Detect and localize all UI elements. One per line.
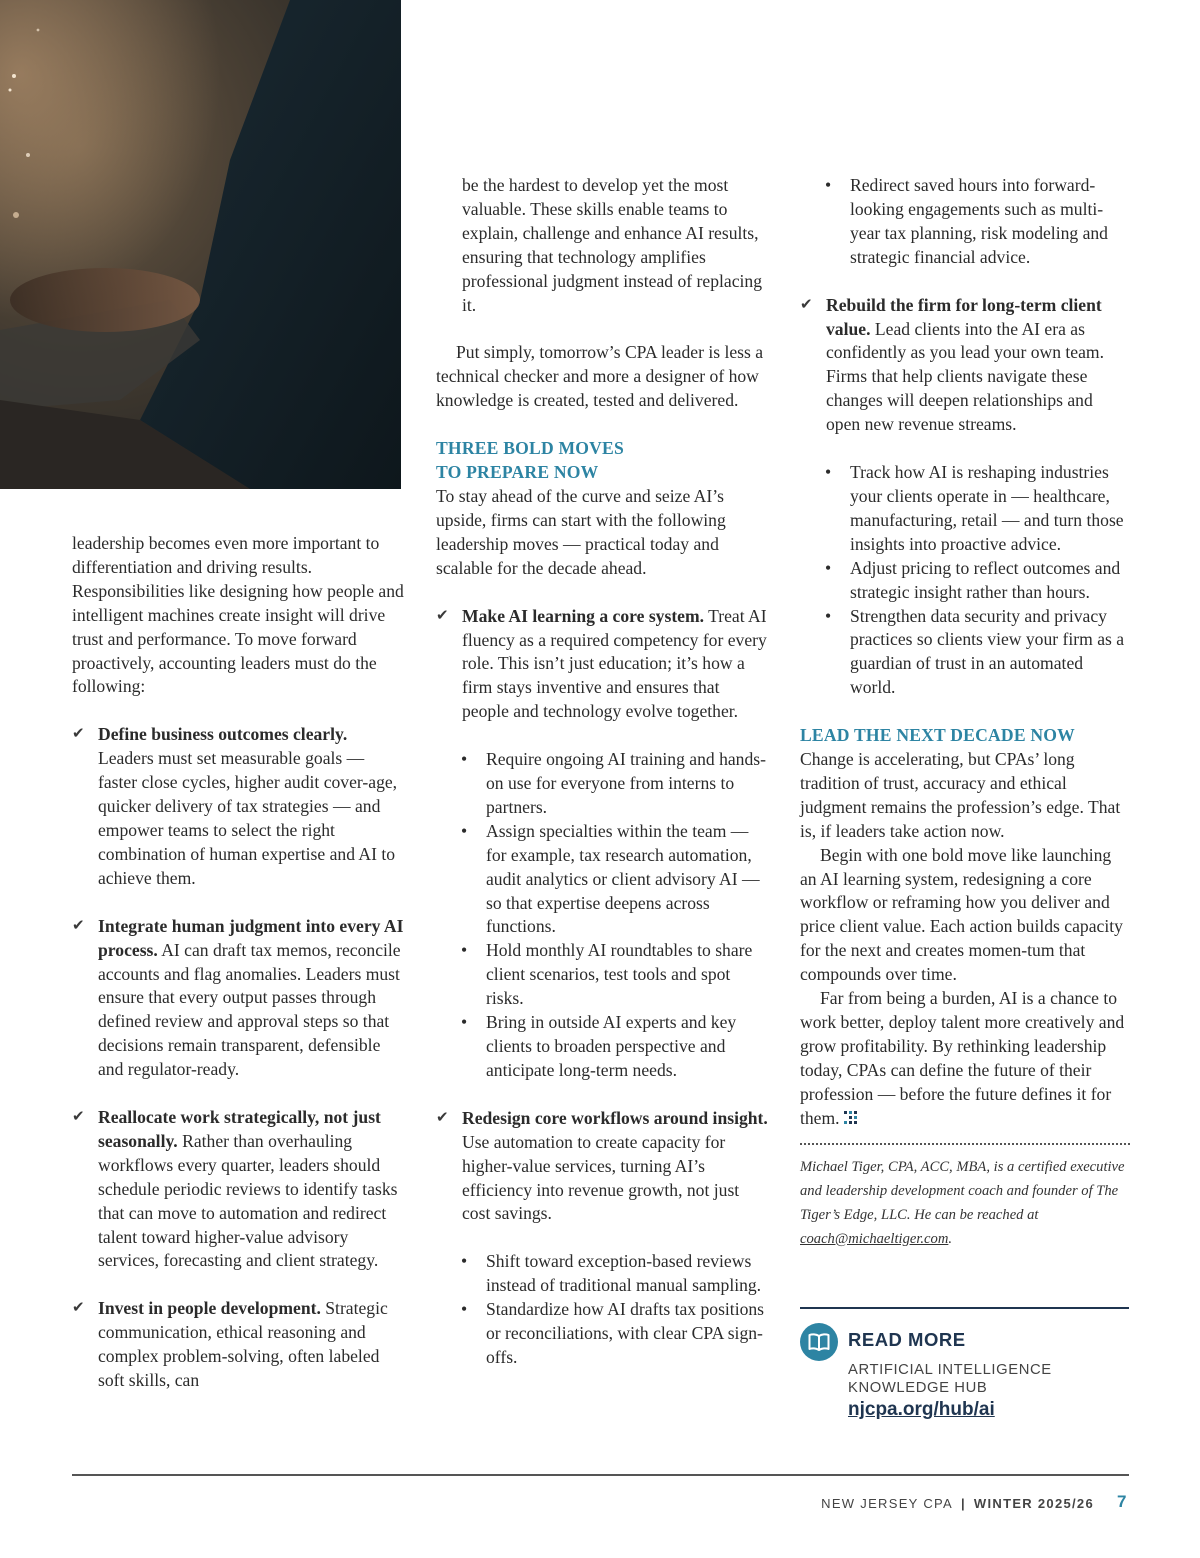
column-1 <box>72 532 404 1393</box>
list-item: • Track how AI is reshaping industries your clients operate in — healthcare, manufacturing, retail — and turn those insights into proactive advice. <box>850 461 1130 557</box>
checkmark-icon: ✔ <box>436 1109 449 1126</box>
issue-label: WINTER 2025/26 <box>973 1496 1094 1511</box>
author-email-link[interactable]: coach@michaeltiger.com <box>800 1230 949 1247</box>
section-heading-three-bold-moves: THREE BOLD MOVES TO PREPARE NOW <box>436 438 624 483</box>
paragraph-1: Change is accelerating, but CPAs’ long tradition of trust, accuracy and ethical judgment remains the profession’s edge. That is, if leaders take action now. <box>800 749 1121 841</box>
publication-name: NEW JERSEY CPA <box>821 1496 953 1511</box>
check-item-reallocate-work: ✔ Reallocate work strategically, not just seasonally. Rather than overhauling workflows every quarter, leaders should schedule periodic reviews to identify tasks that can move to automation and redirect talent toward higher-value advisory services, forecasting and client strategy. <box>72 1107 398 1271</box>
footer-separator: | <box>960 1496 966 1511</box>
check-item-integrate-judgment: ✔ Integrate human judgment into every AI process. AI can draft tax memos, reconcile accounts and flag anomalies. Leaders must ensure that every output passes through defined review and approval steps so that decisions remain transparent, defensible and regulator-ready. <box>72 915 404 1080</box>
check-item-invest-people: ✔ Invest in people development. Strategic communication, ethical reasoning and complex problem-solving, often labeled soft skills, can <box>72 1298 388 1391</box>
read-more-title: READ MORE <box>848 1329 966 1350</box>
summary-paragraph: Put simply, tomorrow’s CPA leader is less a technical checker and more a designer of how knowledge is created, tested and delivered. <box>436 342 764 411</box>
open-book-icon <box>808 1332 830 1352</box>
list-item: • Require ongoing AI training and hands-on use for everyone from interns to partners. <box>486 748 768 820</box>
column-3 <box>800 174 1130 1251</box>
dotted-divider <box>800 1143 1130 1145</box>
read-more-link[interactable]: njcpa.org/hub/ai <box>848 1399 995 1420</box>
list-item: • Strengthen data security and privacy practices so clients view your firm as a guardian of trust in an automated world. <box>850 605 1130 701</box>
list-item: • Hold monthly AI roundtables to share client scenarios, test tools and spot risks. <box>486 939 768 1011</box>
author-bio: Michael Tiger, CPA, ACC, MBA, is a certified executive and leadership development coach and founder of The Tiger’s Edge, LLC. He can be reached at coach@michaeltiger.com. <box>800 1158 1125 1247</box>
checkmark-icon: ✔ <box>436 607 449 624</box>
list-item: • Redirect saved hours into forward-looking engagements such as multi-year tax planning, risk modeling and strategic financial advice. <box>850 174 1130 270</box>
read-more-subtitle: ARTIFICIAL INTELLIGENCE KNOWLEDGE HUB <box>848 1362 1052 1396</box>
intro-paragraph: leadership becomes even more important to differentiation and driving results. Responsibilities like designing how people and intelligent machines create insight will drive trust and performance. To move forward proactively, accounting leaders must do the following: <box>72 533 404 697</box>
section-heading-lead-next-decade: LEAD THE NEXT DECADE NOW <box>800 725 1075 746</box>
list-item: • Bring in outside AI experts and key clients to broaden perspective and anticipate long-term needs. <box>486 1011 768 1083</box>
continued-paragraph: be the hardest to develop yet the most valuable. These skills enable teams to explain, challenge and enhance AI results, ensuring that technology amplifies professional judgment instead of replacing it. <box>462 175 762 315</box>
bullet-list-workflows-cont <box>800 174 1130 270</box>
check-item-redesign-workflows: ✔ Redesign core workflows around insight. Use automation to create capacity for higher-value services, turning AI’s efficiency into revenue growth, not just cost savings. <box>436 1107 768 1224</box>
column-2 <box>436 174 768 1370</box>
footer-publication-line <box>821 1496 1094 1511</box>
laptop-photo-illustration <box>0 0 401 489</box>
read-more-box <box>800 1307 1129 1420</box>
paragraph-2: Begin with one bold move like launching an AI learning system, redesigning a core workflow or reframing how you deliver and price client value. Each action builds capacity for the next and creates momen-tum that compounds over time. <box>800 844 1123 985</box>
check-item-rebuild-firm: ✔ Rebuild the firm for long-term client value. Lead clients into the AI era as confidently as you lead your own team. Firms that help clients navigate these changes will deepen relationships and open new revenue streams. <box>800 294 1105 435</box>
list-item: • Adjust pricing to reflect outcomes and strategic insight rather than hours. <box>850 557 1130 605</box>
hero-photo <box>0 0 401 489</box>
bullet-list-rebuild <box>800 461 1130 700</box>
end-mark-icon <box>844 1111 858 1125</box>
bullet-list-ai-learning <box>436 748 768 1083</box>
check-item-define-outcomes: ✔ Define business outcomes clearly. Leaders must set measurable goals — faster close cycles, higher audit cover-age, quicker delivery of tax strategies — and empower teams to select the right combination of human expertise and AI to achieve them. <box>72 724 398 888</box>
checkmark-icon: ✔ <box>72 1300 85 1317</box>
checkmark-icon: ✔ <box>72 1109 85 1126</box>
page-number: 7 <box>1117 1492 1127 1511</box>
paragraph-3: Far from being a burden, AI is a chance to work better, deploy talent more creatively and grow profitability. By rethinking leadership today, CPAs can define the future of their profession — before the future defines it for them. <box>800 988 1125 1128</box>
list-item: • Assign specialties within the team — for example, tax research automation, audit analytics or client advisory AI — so that expertise deepens across functions. <box>486 820 768 940</box>
footer-rule <box>72 1474 1129 1476</box>
book-icon <box>800 1323 838 1361</box>
checkmark-icon: ✔ <box>72 917 85 934</box>
list-item: • Shift toward exception-based reviews instead of traditional manual sampling. <box>486 1250 768 1298</box>
checkmark-icon: ✔ <box>72 726 85 743</box>
checkmark-icon: ✔ <box>800 296 813 313</box>
section-intro: To stay ahead of the curve and seize AI’s upside, firms can start with the following leadership moves — practical today and scalable for the decade ahead. <box>436 485 726 578</box>
bullet-list-workflows <box>436 1250 768 1370</box>
list-item: • Standardize how AI drafts tax positions or reconciliations, with clear CPA sign-offs. <box>486 1298 768 1370</box>
check-item-ai-learning: ✔ Make AI learning a core system. Treat AI fluency as a required competency for every role. This isn’t just education; it’s how a firm stays inventive and ensures that people and technology evolve together. <box>436 605 767 722</box>
